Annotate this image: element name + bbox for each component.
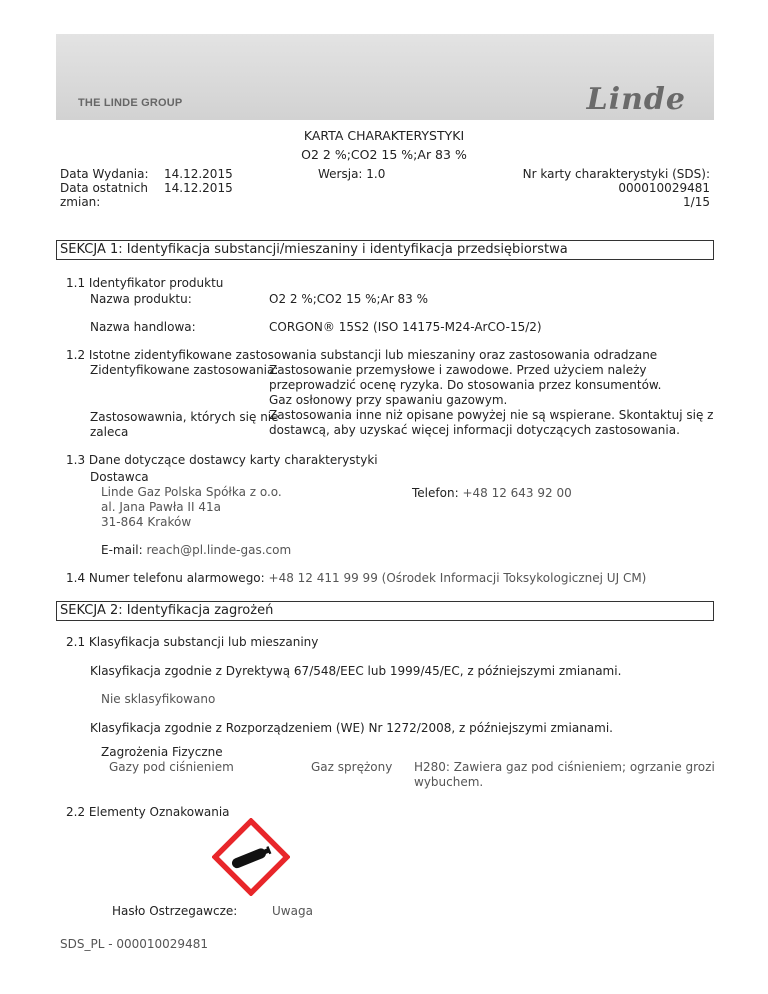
- revision-label: Data ostatnich: [60, 181, 148, 195]
- sds-number: 000010029481: [618, 181, 710, 195]
- emergency-phone-label: 1.4 Numer telefonu alarmowego:: [66, 571, 265, 585]
- signal-word-label: Hasło Ostrzegawcze:: [112, 904, 238, 918]
- identified-uses-line-1: Zastosowanie przemysłowe i zawodowe. Przed użyciem należy: [269, 363, 647, 377]
- section-1-3-heading: 1.3 Dane dotyczące dostawcy karty charakterystyki: [66, 453, 378, 467]
- emergency-phone-value[interactable]: +48 12 411 99 99 (Ośrodek Informacji Toksykologicznej UJ CM): [268, 571, 647, 585]
- dsd-heading: Klasyfikacja zgodnie z Dyrektywą 67/548/EEC lub 1999/45/EC, z późniejszymi zmianami.: [90, 664, 622, 678]
- footer-doc-code: SDS_PL - 000010029481: [60, 937, 208, 951]
- supplier-city: 31-864 Kraków: [101, 515, 192, 529]
- advised-against-line-1: Zastosowania inne niż opisane powyżej nie są wspierane. Skontaktuj się z: [269, 408, 714, 422]
- doc-title: KARTA CHARAKTERYSTYKI: [303, 128, 465, 143]
- header-banner: [56, 34, 714, 120]
- identified-uses-label: Zidentyfikowane zastosowania:: [90, 363, 279, 377]
- supplier-street: al. Jana Pawła II 41a: [101, 500, 221, 514]
- identified-uses-line-2: przeprowadzić ocenę ryzyka. Do stosowania przez konsumentów.: [269, 378, 662, 392]
- email-row: [101, 543, 291, 557]
- supplier-name: Linde Gaz Polska Spółka z o.o.: [101, 485, 282, 499]
- trade-name-value: CORGON® 15S2 (ISO 14175-M24-ArCO-15/2): [269, 320, 542, 334]
- signal-word-value: Uwaga: [272, 904, 313, 918]
- advised-against-line-2: dostawcą, aby uzyskać więcej informacji dotyczących zastosowania.: [269, 423, 680, 437]
- product-name-value: O2 2 %;CO2 15 %;Ar 83 %: [269, 292, 429, 306]
- group-name: THE LINDE GROUP: [78, 97, 183, 109]
- supplier-label: Dostawca: [90, 470, 149, 484]
- identified-uses-line-3: Gaz osłonowy przy spawaniu gazowym.: [269, 393, 508, 407]
- section-2-2-heading: 2.2 Elementy Oznakowania: [66, 805, 230, 819]
- trade-name-label: Nazwa handlowa:: [90, 320, 196, 334]
- section-2-title: SEKCJA 2: Identyfikacja zagrożeń: [56, 601, 714, 621]
- revision-label-2: zmian:: [60, 195, 101, 209]
- section-2-1-heading: 2.1 Klasyfikacja substancji lub mieszaniny: [66, 635, 319, 649]
- product-line: O2 2 %;CO2 15 %;Ar 83 %: [301, 147, 467, 162]
- hazard-statement-line-1: H280: Zawiera gaz pod ciśnieniem; ogrzanie grozi: [414, 760, 715, 774]
- version: Wersja: 1.0: [318, 167, 386, 181]
- advised-against-label: Zastosowawnia, których się nie: [90, 410, 279, 424]
- sds-label: Nr karty charakterystyki (SDS):: [522, 167, 710, 181]
- advised-against-label-2: zaleca: [90, 425, 129, 439]
- phone-row: [412, 486, 572, 500]
- physical-hazards-label: Zagrożenia Fizyczne: [101, 745, 223, 759]
- email-link[interactable]: reach@pl.linde-gas.com: [146, 543, 292, 557]
- hazard-statement-line-2: wybuchem.: [414, 775, 484, 789]
- section-1-4-row: [66, 571, 646, 585]
- gas-cylinder-ghs-icon: [212, 818, 290, 896]
- issue-label: Data Wydania:: [60, 167, 149, 181]
- phone-label: Telefon:: [412, 486, 459, 500]
- linde-logo: Linde: [586, 82, 686, 117]
- issue-date: 14.12.2015: [164, 167, 233, 181]
- dsd-value: Nie sklasyfikowano: [101, 692, 216, 706]
- phone-value[interactable]: +48 12 643 92 00: [462, 486, 572, 500]
- product-name-label: Nazwa produktu:: [90, 292, 192, 306]
- section-1-1-heading: 1.1 Identyfikator produktu: [66, 276, 224, 290]
- section-1-title: SEKCJA 1: Identyfikacja substancji/mieszaniny i identyfikacja przedsiębiorstwa: [56, 240, 714, 260]
- revision-date: 14.12.2015: [164, 181, 233, 195]
- page-number: 1/15: [683, 195, 710, 209]
- email-label: E-mail:: [101, 543, 143, 557]
- hazard-class: Gazy pod ciśnieniem: [109, 760, 234, 774]
- clp-heading: Klasyfikacja zgodnie z Rozporządzeniem (WE) Nr 1272/2008, z późniejszymi zmianami.: [90, 721, 613, 735]
- section-1-2-heading: 1.2 Istotne zidentyfikowane zastosowania substancji lub mieszaniny oraz zastosowania odradzane: [66, 348, 658, 362]
- hazard-category: Gaz sprężony: [311, 760, 393, 774]
